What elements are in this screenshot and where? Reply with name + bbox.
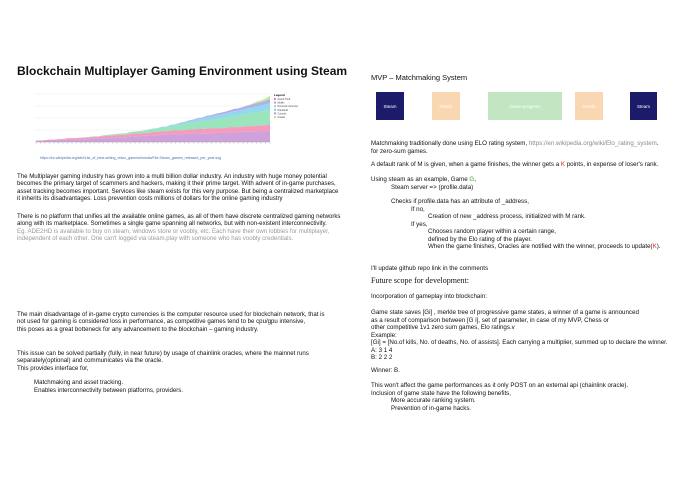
- example-line: defined by the Elo rating of the player.: [428, 235, 532, 243]
- legend-label: Grand Theft: [277, 98, 291, 101]
- future-scope-title: Future scope for development:: [371, 276, 469, 285]
- example-line: If yes,: [411, 220, 428, 228]
- legend-label: Handheld: [277, 108, 288, 112]
- diagram-label: Oracle: [439, 103, 453, 109]
- winner-line: Winner: B.: [371, 367, 400, 374]
- game-state-line: B: 2 2 2: [371, 354, 393, 361]
- example-text: ,: [474, 176, 476, 183]
- legend-swatch: [274, 102, 276, 104]
- rank-paragraph: [371, 161, 658, 169]
- legend-swatch: [274, 105, 276, 107]
- solution-line: This provides interface for,: [17, 364, 89, 372]
- intro-line: asset tracking becomes important. Services like steam exists for this very purpose. But being a centralized marketplace: [17, 187, 339, 195]
- elo-link[interactable]: https://en.wikipedia.org/wiki/Elo_rating_system: [528, 140, 657, 147]
- chart-legend: [274, 93, 298, 119]
- diagram-label: Steam: [636, 103, 650, 109]
- g-highlight: G: [469, 176, 475, 183]
- mvp-title: MVP – Matchmaking System: [371, 73, 468, 82]
- example-line: If no,: [411, 205, 425, 213]
- diagram-oracle-box: [575, 92, 603, 120]
- game-state-line: A: 3 1 4: [371, 346, 393, 354]
- performance-line: Inclusion of game state have the following benefits,: [371, 389, 511, 397]
- performance-line: This won't affect the game performances as it only POST on an external api (chainlink oracle).: [371, 382, 629, 389]
- example-line: Checks if profile.data has an attribute of _address,: [391, 198, 529, 205]
- example-text: Using steam as an example, Game: [371, 176, 470, 183]
- legend-label: Mobile: [277, 101, 285, 105]
- disadvantage-paragraph: [17, 311, 325, 333]
- disadvantage-line: this poses as a great botteneck for any advancement to the blockchain – gaming industry.: [17, 325, 259, 333]
- mm-text: .: [656, 140, 659, 147]
- solution-paragraph: [17, 350, 309, 394]
- game-state-paragraph: [371, 309, 668, 362]
- rank-text: points, in expense of loser's rank.: [565, 161, 659, 168]
- legend-swatch: [274, 98, 276, 100]
- legend-label: Personal Computer: [277, 105, 299, 109]
- repo-note: I'll update github repo link in the comments: [371, 265, 489, 272]
- example-line: Eg. ADE2HD is available to buy on steam, windows store or voobly, etc. Each have their own lobbies for multiplayer,: [17, 227, 330, 235]
- legend-swatch: [274, 109, 276, 111]
- game-state-line: other competitive 1v1 zero sum games, Elo ratings.v: [371, 324, 515, 331]
- game-state-line: as a result of comparison between [G i], set of parameter, in case of my MVP, Chess or: [371, 316, 609, 324]
- example-line: Chooses random player within a certain range,: [428, 228, 556, 235]
- example-line: Creation of new _address process, initialized with M rank.: [428, 213, 586, 220]
- diagram-steam-box: [630, 92, 657, 120]
- intro-line: it inherits its disadvantages. Loss prevention costs millions of dollars for the online gaming industry: [17, 195, 283, 203]
- diagram-game-progress-box: [488, 92, 562, 120]
- intro-line: The Multiplayer gaming industry has grown into a multi billion dollar industry. An industry with huge money potential: [17, 173, 327, 180]
- performance-paragraph: [371, 382, 628, 412]
- interface-item: Enables interconnectivity between platforms, providers.: [34, 386, 184, 394]
- example-line: independent of each other. One can't logged via steam.play with someone who has voobly credentials.: [17, 235, 294, 243]
- intro-paragraph: [17, 173, 338, 203]
- disadvantage-line: The main disadvantage of in-game crypto currencies is the computer resource used for blockchain network, that is: [17, 311, 325, 318]
- benefit-item: More accurate ranking system.: [391, 397, 476, 404]
- future-item: Incorporation of gameplay into blockchain:: [371, 293, 487, 300]
- legend-swatch: [274, 112, 276, 114]
- diagram-label: Game progress: [509, 103, 541, 109]
- platform-line: There is no platform that unifies all the available online games, as all of them have discrete centralized gaming networks: [17, 213, 341, 220]
- diagram-label: Steam: [383, 103, 397, 109]
- platform-paragraph: [17, 213, 340, 243]
- platform-line: along with its marketplace. Sometimes a single game spanning all networks, but with non-existent interconnectivity.: [17, 220, 327, 228]
- diagram-oracle-box: [432, 92, 460, 120]
- example-text: ).: [656, 243, 661, 250]
- benefit-item: Prevention of in-game hacks.: [391, 404, 472, 412]
- game-state-line: Example:: [371, 331, 397, 339]
- chart-x-ticks: [36, 142, 270, 144]
- matchmaking-paragraph: [371, 140, 659, 155]
- chart-source-link[interactable]: https://en.wikipedia.org/wiki/List_of_best-selling_video_games#/media/File:Steam_games_released_per_year.svg: [40, 156, 221, 160]
- game-state-line: [Gi] = [No.of kills, No. of deaths, No. of assists]. Each carrying a multiplier, summed up to declare the winner.: [371, 339, 668, 346]
- rank-text: A default rank of M is given, when a game finishes, the winner gets a: [371, 161, 561, 168]
- flow-diagram: [373, 92, 663, 122]
- game-state-line: Game state saves [Gi] , merkle tree of progressive game states, a winner of a game is announced: [371, 309, 639, 316]
- solution-line: separately(optional) and communicates via the oracle.: [17, 357, 163, 365]
- disadvantage-line: not used for gaming is considered loss in performance, as competitive games tend to be cpu/gpu intensive,: [17, 318, 306, 326]
- solution-line: This issue can be solved partially (fully, in near future) by usage of chainlink oracles, where the mainnet runs: [17, 350, 309, 357]
- diagram-steam-box: [376, 92, 404, 120]
- diagram-label: Oracle: [582, 103, 596, 109]
- legend-label: Console: [277, 112, 287, 116]
- example-text: When the game finishes, Oracles are notified with the winner, proceeds to update(: [428, 243, 653, 250]
- stacked-area-chart: [18, 90, 299, 156]
- steam-example: [371, 176, 661, 251]
- k-highlight: K: [652, 243, 657, 250]
- legend-label: Arcade: [277, 116, 286, 119]
- intro-line: becomes the primary target of scammers and hackers, making it their prime target. With advent of in-game purchases,: [17, 180, 336, 188]
- chart-areas: [36, 96, 270, 142]
- legend-swatch: [274, 116, 276, 118]
- interface-item: Matchmaking and asset tracking.: [34, 379, 124, 387]
- page-title: Blockchain Multiplayer Gaming Environment using Steam: [17, 64, 348, 78]
- mm-text: Matchmaking traditionally done using ELO rating system,: [371, 140, 529, 147]
- mm-text: for zero-sum games.: [371, 147, 428, 155]
- k-highlight: K: [560, 161, 565, 168]
- legend-title: Legend: [274, 93, 285, 97]
- example-line: Steam server => (profile.data): [391, 183, 474, 191]
